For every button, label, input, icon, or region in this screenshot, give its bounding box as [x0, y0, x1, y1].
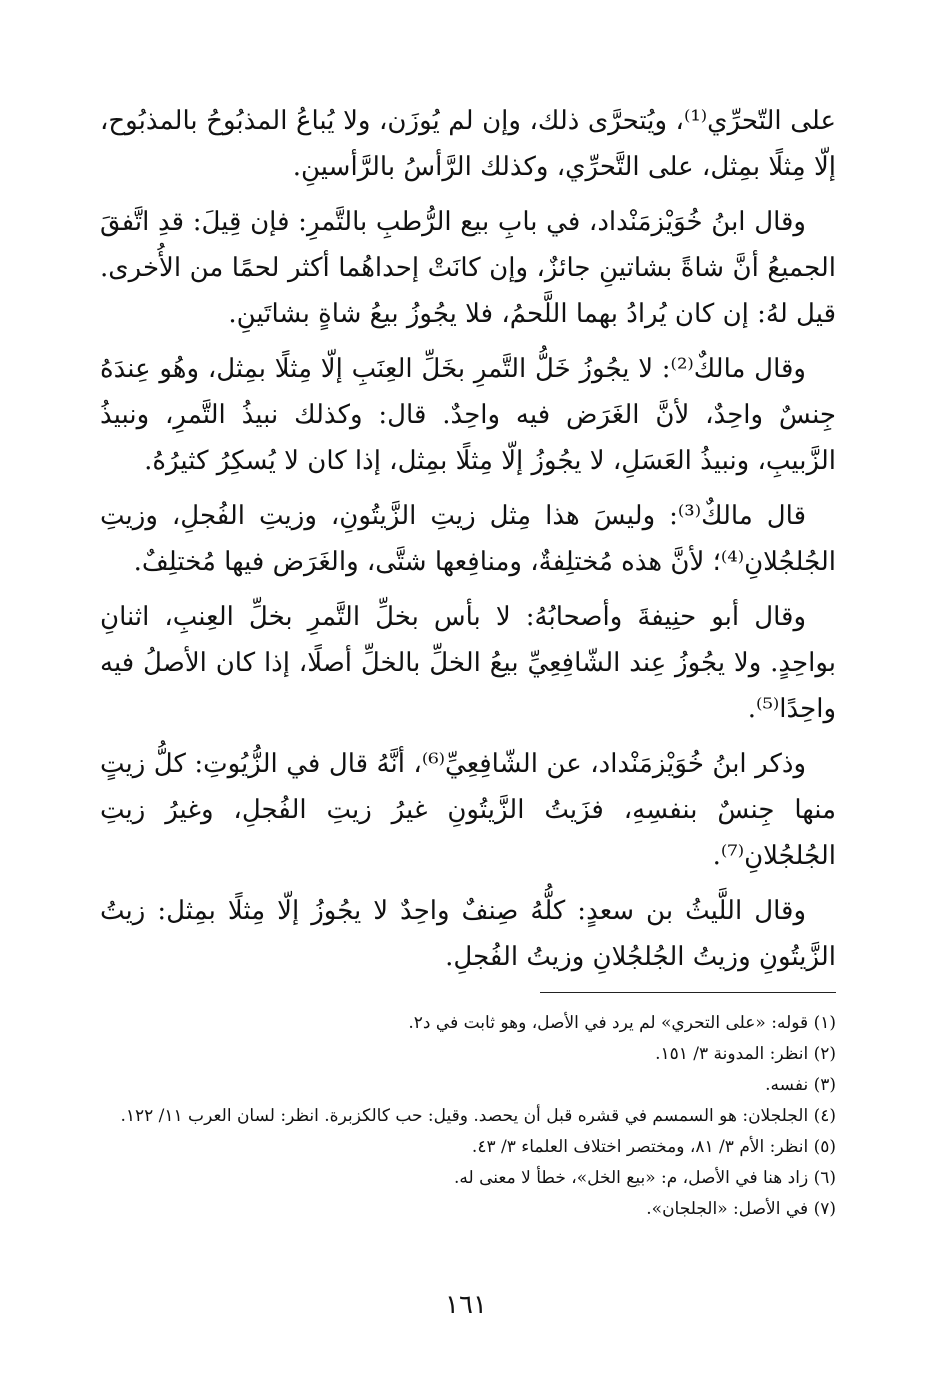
footnote: (٧) في الأصل: «الجلجان». — [646, 1199, 836, 1219]
paragraph: وذكر ابنُ خُوَيْزمَنْداد، عن الشّافِعِيِّ⁽⁶⁾، أنَّهُ قال في الزُّيُوتِ: كلُّ زيتٍ منها جِنسٌ بنفسِهِ، فزَيتُ الزَّيتُونِ غيرُ زيتِ الفُجلِ، وغيرُ زيتِ الجُلجُلانِ⁽⁷⁾. — [100, 749, 836, 871]
footnote: (٥) انظر: الأم ٣/ ٨١، ومختصر اختلاف العلماء ٣/ ٤٣. — [471, 1137, 836, 1157]
footnotes — [100, 1008, 836, 1225]
footnote: (٦) زاد هنا في الأصل، م: «بيع الخل»، خطأ لا معنى له. — [454, 1168, 836, 1188]
paragraph: وقال ابنُ خُوَيْزمَنْداد، في بابِ بيع الرُّطبِ بالتَّمرِ: فإن قِيلَ: قدِ اتَّفقَ الجميعُ أنَّ شاةً بشاتينِ جائزٌ، وإن كانَتْ إحداهُما أكثر لحمًا من الأُخرى. قيل لهُ: إن كان يُرادُ بهما اللَّحمُ، فلا يجُوزُ بيعُ شاةٍ بشاتَينِ. — [100, 207, 836, 329]
page-number: ١٦١ — [445, 1290, 487, 1320]
paragraph: على التّحرِّي⁽¹⁾، ويُتحرَّى ذلك، وإن لم يُوزَن، ولا يُباعُ المذبُوحُ بالمذبُوح، إلّا مِثلًا بمِثل، على التَّحرِّي، وكذلك الرَّأسُ بالرَّأسينِ. — [100, 106, 836, 182]
footnote: (٣) نفسه. — [765, 1075, 836, 1095]
footnote: (٤) الجلجلان: هو السمسم في قشره قبل أن يحصد. وقيل: حب كالكزبرة. انظر: لسان العرب ١١/ ١٢٢. — [120, 1106, 836, 1126]
footnote: (١) قوله: «على التحري» لم يرد في الأصل، وهو ثابت في د٢. — [408, 1013, 836, 1033]
main-text — [100, 98, 836, 989]
paragraph: وقال اللَّيثُ بن سعدٍ: كلُّهُ صِنفٌ واحِدٌ لا يجُوزُ إلّا مِثلًا بمِثل: زيتُ الزَّيتُونِ وزيتُ الجُلجُلانِ وزيتُ الفُجلِ. — [100, 896, 836, 972]
paragraph: قال مالكٌ⁽³⁾: وليسَ هذا مِثل زيتِ الزَّيتُونِ، وزيتِ الفُجلِ، وزيتِ الجُلجُلانِ⁽⁴⁾؛ لأنَّ هذه مُختلِفةٌ، ومنافِعها شتَّى، والغَرَض فيها مُختلِفٌ. — [100, 501, 836, 577]
footnote: (٢) انظر: المدونة ٣/ ١٥١. — [655, 1044, 836, 1064]
paragraph: وقال أبو حنِيفةَ وأصحابُهُ: لا بأس بخلِّ التَّمرِ بخلِّ العِنبِ، اثنانِ بواحِدٍ. ولا يجُوزُ عِند الشّافِعِيِّ بيعُ الخلِّ بالخلِّ أصلًا، إذا كان الأصلُ فيه واحِدًا⁽⁵⁾. — [100, 602, 836, 724]
footnote-divider — [540, 992, 836, 993]
paragraph: وقال مالكٌ⁽²⁾: لا يجُوزُ خَلُّ التَّمرِ بخَلِّ العِنَبِ إلّا مِثلًا بمِثل، وهُو عِندَهُ جِنسٌ واحِدٌ، لأنَّ الغَرَض فيه واحِدٌ. قال: وكذلك نبيذُ التَّمرِ، ونبيذُ الزَّبيبِ، ونبيذُ العَسَلِ، لا يجُوزُ إلّا مِثلًا بمِثل، إذا كان لا يُسكِرُ كثيرُهُ. — [100, 354, 836, 476]
